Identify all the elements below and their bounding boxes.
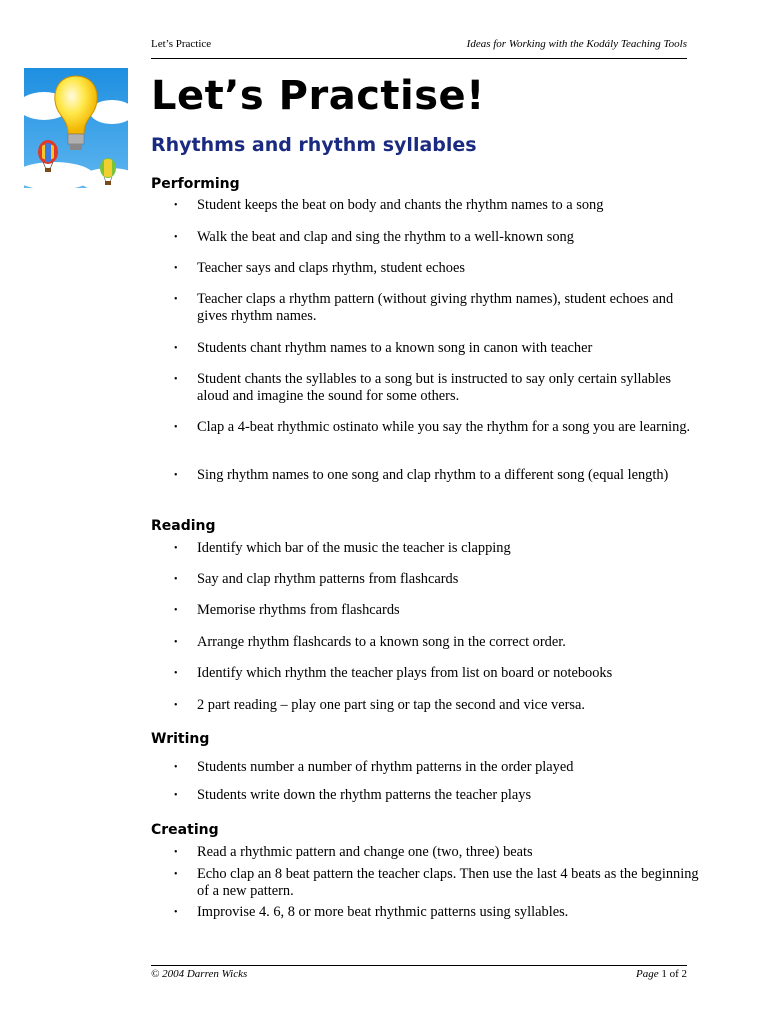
list-item: • Walk the beat and clap and sing the rhythm to a well-known song <box>174 229 574 245</box>
section-heading-creating: Creating <box>151 822 219 838</box>
list-item: • Identify which rhythm the teacher plays from list on board or notebooks <box>174 665 613 681</box>
list-item: • Clap a 4-beat rhythmic ostinato while you say the rhythm for a song you are learning. <box>174 419 691 435</box>
list-item: • Read a rhythmic pattern and change one (two, three) beats <box>174 844 533 860</box>
list-item: • Students chant rhythm names to a known song in canon with teacher <box>174 340 593 356</box>
page-number: Page 1 of 2 <box>635 968 687 980</box>
list-item: • Say and clap rhythm patterns from flashcards <box>174 571 459 587</box>
section-heading-writing: Writing <box>151 731 210 747</box>
list-item: • Students number a number of rhythm patterns in the order played <box>174 759 574 775</box>
header-left: Let’s Practice <box>151 38 212 50</box>
list-item: • Echo clap an 8 beat pattern the teacher claps. Then use the last 4 beats as the beginning of a new pattern. <box>174 866 699 899</box>
lightbulb-balloon-logo <box>24 68 128 188</box>
list-item: • Identify which bar of the music the teacher is clapping <box>174 540 511 556</box>
section-heading-reading: Reading <box>151 518 216 534</box>
page-title: Let’s Practise! <box>151 73 485 119</box>
list-item: • 2 part reading – play one part sing or tap the second and vice versa. <box>174 697 586 713</box>
page-subtitle: Rhythms and rhythm syllables <box>151 134 477 156</box>
list-item: • Student keeps the beat on body and chants the rhythm names to a song <box>174 197 604 213</box>
page-footer <box>151 965 687 980</box>
list-item: • Students write down the rhythm patterns the teacher plays <box>174 787 532 803</box>
page-header <box>151 38 687 59</box>
list-item: • Student chants the syllables to a song but is instructed to say only certain syllables aloud and imagine the sound for some others. <box>174 371 672 404</box>
list-item: • Arrange rhythm flashcards to a known song in the correct order. <box>174 634 566 650</box>
list-item: • Memorise rhythms from flashcards <box>174 602 400 618</box>
copyright: © 2004 Darren Wicks <box>151 968 248 980</box>
list-item: • Teacher says and claps rhythm, student echoes <box>174 260 465 276</box>
list-item: • Sing rhythm names to one song and clap rhythm to a different song (equal length) <box>174 467 669 483</box>
section-heading-performing: Performing <box>151 176 240 192</box>
list-item: • Improvise 4. 6, 8 or more beat rhythmic patterns using syllables. <box>174 904 569 920</box>
header-right: Ideas for Working with the Kodály Teaching Tools <box>466 38 687 50</box>
list-item: • Teacher claps a rhythm pattern (without giving rhythm names), student echoes and gives rhythm names. <box>174 291 674 324</box>
